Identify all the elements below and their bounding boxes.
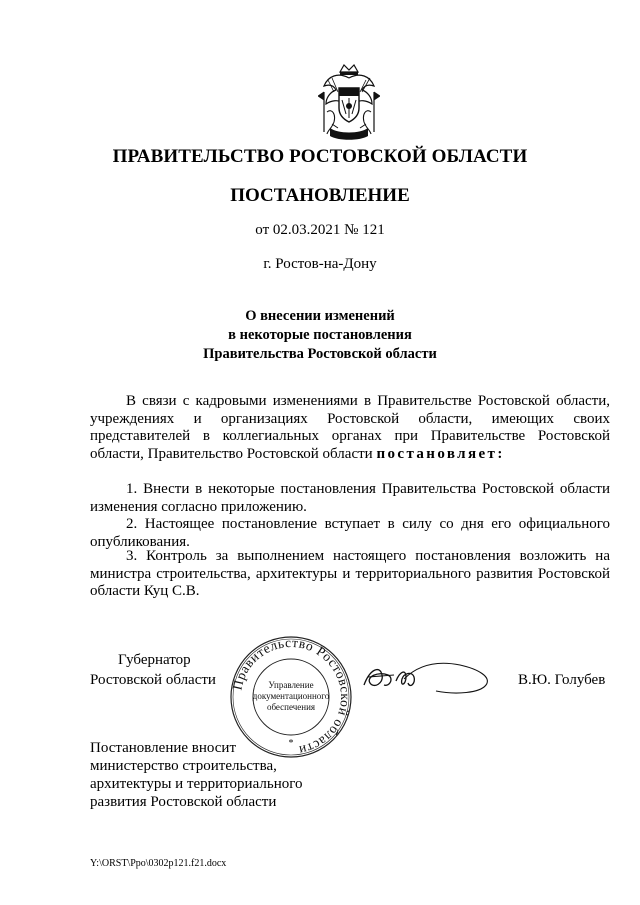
introduced-by-line: развития Ростовской области bbox=[90, 794, 277, 810]
document-date-number: от 02.03.2021 № 121 bbox=[255, 222, 385, 238]
stamp-outer-text: Правительство Ростовской области bbox=[229, 634, 354, 759]
resolves-word: постановляет: bbox=[376, 445, 505, 462]
subject-line: О внесении изменений bbox=[245, 308, 395, 324]
decree-item: 3. Контроль за выполнением настоящего постановления возложить на министра строительства, архитектуры и территориального развития Ростовской области Куц С.В. bbox=[90, 548, 610, 599]
stamp-inner-text: Управление bbox=[268, 680, 314, 690]
government-title: ПРАВИТЕЛЬСТВО РОСТОВСКОЙ ОБЛАСТИ bbox=[112, 146, 528, 167]
signatory-name: В.Ю. Голубев bbox=[518, 672, 606, 688]
file-path: Y:\ORST\Ppo\0302p121.f21.docx bbox=[90, 858, 227, 869]
decree-item: 1. Внести в некоторые постановления Правительства Ростовской области изменения согласно приложению. bbox=[90, 481, 610, 515]
subject-line: Правительства Ростовской области bbox=[203, 346, 437, 362]
handwritten-signature-icon bbox=[360, 655, 500, 701]
signatory-position: Губернатор bbox=[118, 652, 191, 668]
introduced-by-line: архитектуры и территориального bbox=[90, 776, 303, 792]
stamp-inner-text: документационного bbox=[252, 691, 330, 701]
document-city: г. Ростов-на-Дону bbox=[263, 256, 377, 272]
signatory-position: Ростовской области bbox=[90, 672, 216, 688]
official-stamp-icon bbox=[228, 634, 354, 760]
document-type-title: ПОСТАНОВЛЕНИЕ bbox=[230, 185, 410, 206]
svg-text:*: * bbox=[288, 738, 294, 749]
intro-paragraph bbox=[90, 393, 610, 463]
coat-of-arms-icon bbox=[318, 62, 380, 144]
decree-item: 2. Настоящее постановление вступает в силу со дня его официального опубликования. bbox=[90, 516, 610, 550]
subject-line: в некоторые постановления bbox=[228, 327, 412, 343]
stamp-inner-text: обеспечения bbox=[266, 702, 316, 712]
intro-text: В связи с кадровыми изменениями в Правительстве Ростовской области, учреждениях и организациях Ростовской области, имеющих своих представителей в коллегиальных органах при Правительстве Ростовской области, Правительство Ростовской области bbox=[90, 393, 610, 462]
introduced-by-line: Постановление вносит bbox=[90, 740, 237, 756]
introduced-by-line: министерство строительства, bbox=[90, 758, 277, 774]
